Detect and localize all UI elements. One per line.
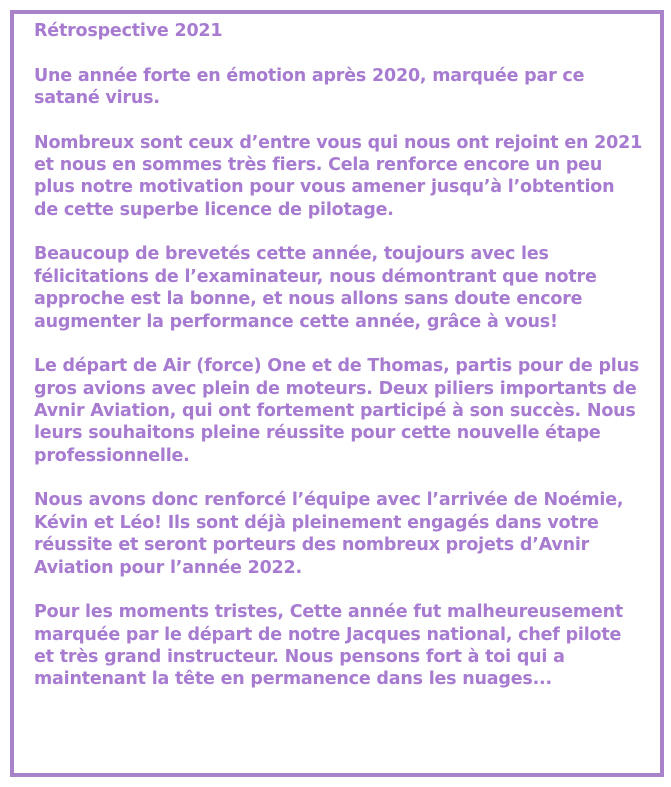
paragraph-sad-moments: Pour les moments tristes, Cette année fut malheureusement marquée par le départ de notre Jacques national, chef pilote et très grand instructeur. Nous pensons fort à toi qui a maintenant la tête en permanence dans les nuages... [34, 602, 623, 690]
document-title: Rétrospective 2021 [34, 21, 223, 41]
paragraph-departures: Le départ de Air (force) One et de Thomas, partis pour de plus gros avions avec plein de moteurs. Deux piliers importants de Avnir Aviation, qui ont fortement participé à son succès. Nous leurs souhaitons pleine réussite pour cette nouvelle étape professionnelle. [34, 356, 640, 466]
document-frame [10, 10, 664, 777]
paragraph-new-team: Nous avons donc renforcé l’équipe avec l’arrivée de Noémie, Kévin et Léo! Ils sont déjà pleinement engagés dans votre réussite et seront porteurs des nombreux projets d’Avnir Aviation pour l’année 2022. [34, 490, 624, 578]
paragraph-licenses: Beaucoup de brevetés cette année, toujours avec les félicitations de l’examinateur, nous démontrant que notre approche est la bonne, et nous allons sans doute encore augmenter la performance cette année, grâce à vous! [34, 244, 597, 332]
paragraph-new-members: Nombreux sont ceux d’entre vous qui nous ont rejoint en 2021 et nous en sommes très fiers. Cela renforce encore un peu plus notre motivation pour vous amener jusqu’à l’obtention de cette superbe licence de pilotage. [34, 132, 643, 220]
paragraph-intro: Une année forte en émotion après 2020, marquée par ce satané virus. [34, 65, 585, 108]
document-content [34, 20, 644, 713]
